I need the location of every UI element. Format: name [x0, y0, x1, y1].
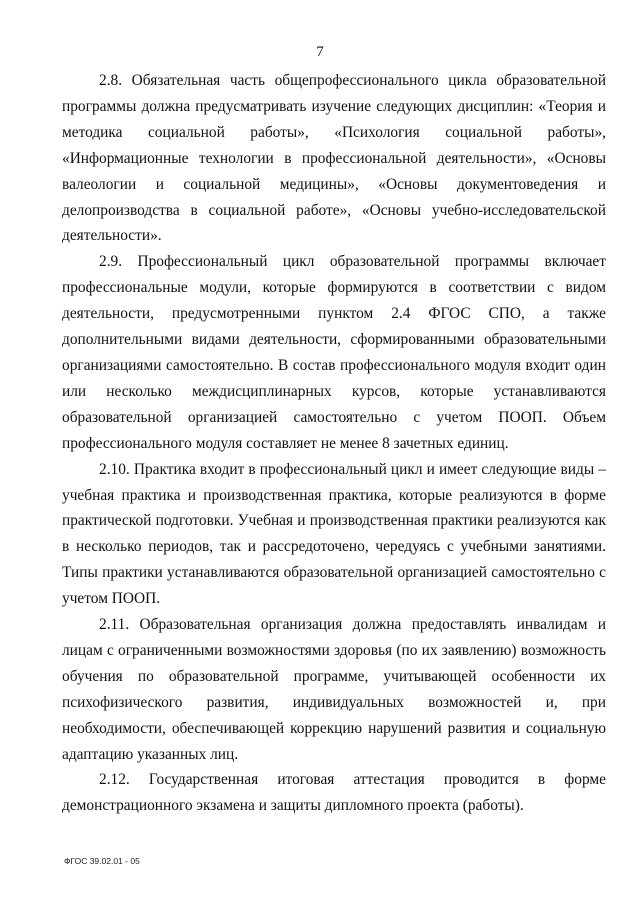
document-footer: ФГОС 39.02.01 - 05	[64, 856, 140, 866]
paragraph-2-12: 2.12. Государственная итоговая аттестация проводится в форме демонстрационного экзамена и защиты дипломного проекта (работы).	[62, 771, 606, 815]
paragraph-2-9: 2.9. Профессиональный цикл образовательной программы включает профессиональные модули, которые формируются в соответствии с видом деятельности, предусмотренными пунктом 2.4 ФГОС СПО, а также дополнительными видами деятельности, сформированными образовательными организациями самостоятельно. В состав профессионального модуля входит один или несколько междисциплинарных курсов, которые устанавливаются образовательной организацией самостоятельно с учетом ПООП. Объем профессионального модуля составляет не менее 8 зачетных единиц.	[62, 253, 606, 452]
page-number: 7	[316, 44, 324, 60]
paragraph-2-10: 2.10. Практика входит в профессиональный цикл и имеет следующие виды – учебная практика и производственная практика, которые реализуются в форме практической подготовки. Учебная и производственная практики реализуются как в несколько периодов, так и рассредоточено, чередуясь с учебными занятиями. Типы практики устанавливаются образовательной организацией самостоятельно с учетом ПООП.	[62, 460, 606, 608]
paragraph-2-11: 2.11. Образовательная организация должна предоставлять инвалидам и лицам с ограниченными возможностями здоровья (по их заявлению) возможность обучения по образовательной программе, учитывающей особенности их психофизического развития, индивидуальных возможностей и, при необходимости, обеспечивающей коррекцию нарушений развития и социальную адаптацию указанных лиц.	[62, 616, 606, 763]
paragraph-2-8: 2.8. Обязательная часть общепрофессионального цикла образовательной программы должна предусматривать изучение следующих дисциплин: «Теория и методика социальной работы», «Психология социальной работы», «Информационные технологии в профессиональной деятельности», «Основы валеологии и социальной медицины», «Основы документоведения и делопроизводства в социальной работе», «Основы учебно-исследовательской деятельности».	[62, 72, 606, 245]
document-body	[62, 68, 606, 819]
